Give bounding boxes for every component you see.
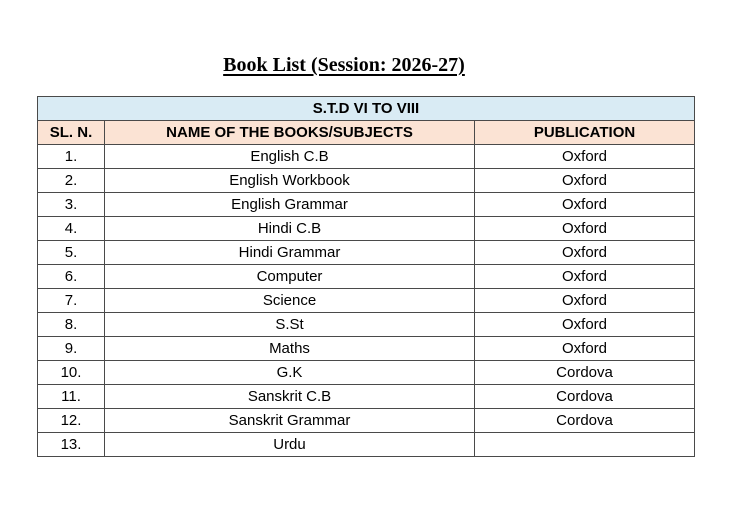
class-band: S.T.D VI TO VIII bbox=[38, 97, 695, 121]
publication-cell: Oxford bbox=[475, 217, 695, 241]
header-row bbox=[38, 121, 695, 145]
book-name-cell: Computer bbox=[105, 265, 475, 289]
header-sl-no: SL. N. bbox=[38, 121, 105, 145]
publication-cell: Oxford bbox=[475, 241, 695, 265]
publication-cell: Oxford bbox=[475, 145, 695, 169]
publication-cell: Oxford bbox=[475, 289, 695, 313]
publication-cell bbox=[475, 433, 695, 457]
book-name-cell: S.St bbox=[105, 313, 475, 337]
book-name-cell: Hindi Grammar bbox=[105, 241, 475, 265]
table-row bbox=[38, 289, 695, 313]
sl-no-cell: 13. bbox=[38, 433, 105, 457]
book-name-cell: English Grammar bbox=[105, 193, 475, 217]
table-row bbox=[38, 385, 695, 409]
sl-no-cell: 1. bbox=[38, 145, 105, 169]
header-publication: PUBLICATION bbox=[475, 121, 695, 145]
sl-no-cell: 4. bbox=[38, 217, 105, 241]
table-row bbox=[38, 145, 695, 169]
publication-cell: Cordova bbox=[475, 385, 695, 409]
table-row bbox=[38, 217, 695, 241]
publication-cell: Cordova bbox=[475, 361, 695, 385]
table-row bbox=[38, 265, 695, 289]
publication-cell: Oxford bbox=[475, 169, 695, 193]
table-row bbox=[38, 361, 695, 385]
table-row bbox=[38, 313, 695, 337]
publication-cell: Cordova bbox=[475, 409, 695, 433]
header-book-name: NAME OF THE BOOKS/SUBJECTS bbox=[105, 121, 475, 145]
class-band-row bbox=[38, 97, 695, 121]
document-title: Book List (Session: 2026-27) bbox=[223, 54, 465, 76]
sl-no-cell: 3. bbox=[38, 193, 105, 217]
sl-no-cell: 8. bbox=[38, 313, 105, 337]
sl-no-cell: 5. bbox=[38, 241, 105, 265]
table-row bbox=[38, 241, 695, 265]
sl-no-cell: 9. bbox=[38, 337, 105, 361]
table-row bbox=[38, 169, 695, 193]
publication-cell: Oxford bbox=[475, 313, 695, 337]
book-name-cell: Science bbox=[105, 289, 475, 313]
table-body bbox=[38, 145, 695, 457]
sl-no-cell: 7. bbox=[38, 289, 105, 313]
table-row bbox=[38, 337, 695, 361]
sl-no-cell: 12. bbox=[38, 409, 105, 433]
book-list-table bbox=[37, 96, 695, 457]
book-name-cell: Urdu bbox=[105, 433, 475, 457]
book-name-cell: Hindi C.B bbox=[105, 217, 475, 241]
sl-no-cell: 10. bbox=[38, 361, 105, 385]
publication-cell: Oxford bbox=[475, 265, 695, 289]
book-name-cell: English Workbook bbox=[105, 169, 475, 193]
publication-cell: Oxford bbox=[475, 337, 695, 361]
book-name-cell: Sanskrit Grammar bbox=[105, 409, 475, 433]
sl-no-cell: 2. bbox=[38, 169, 105, 193]
sl-no-cell: 11. bbox=[38, 385, 105, 409]
table-row bbox=[38, 193, 695, 217]
book-name-cell: English C.B bbox=[105, 145, 475, 169]
table-row bbox=[38, 433, 695, 457]
table-row bbox=[38, 409, 695, 433]
book-name-cell: Maths bbox=[105, 337, 475, 361]
publication-cell: Oxford bbox=[475, 193, 695, 217]
sl-no-cell: 6. bbox=[38, 265, 105, 289]
book-name-cell: G.K bbox=[105, 361, 475, 385]
book-name-cell: Sanskrit C.B bbox=[105, 385, 475, 409]
